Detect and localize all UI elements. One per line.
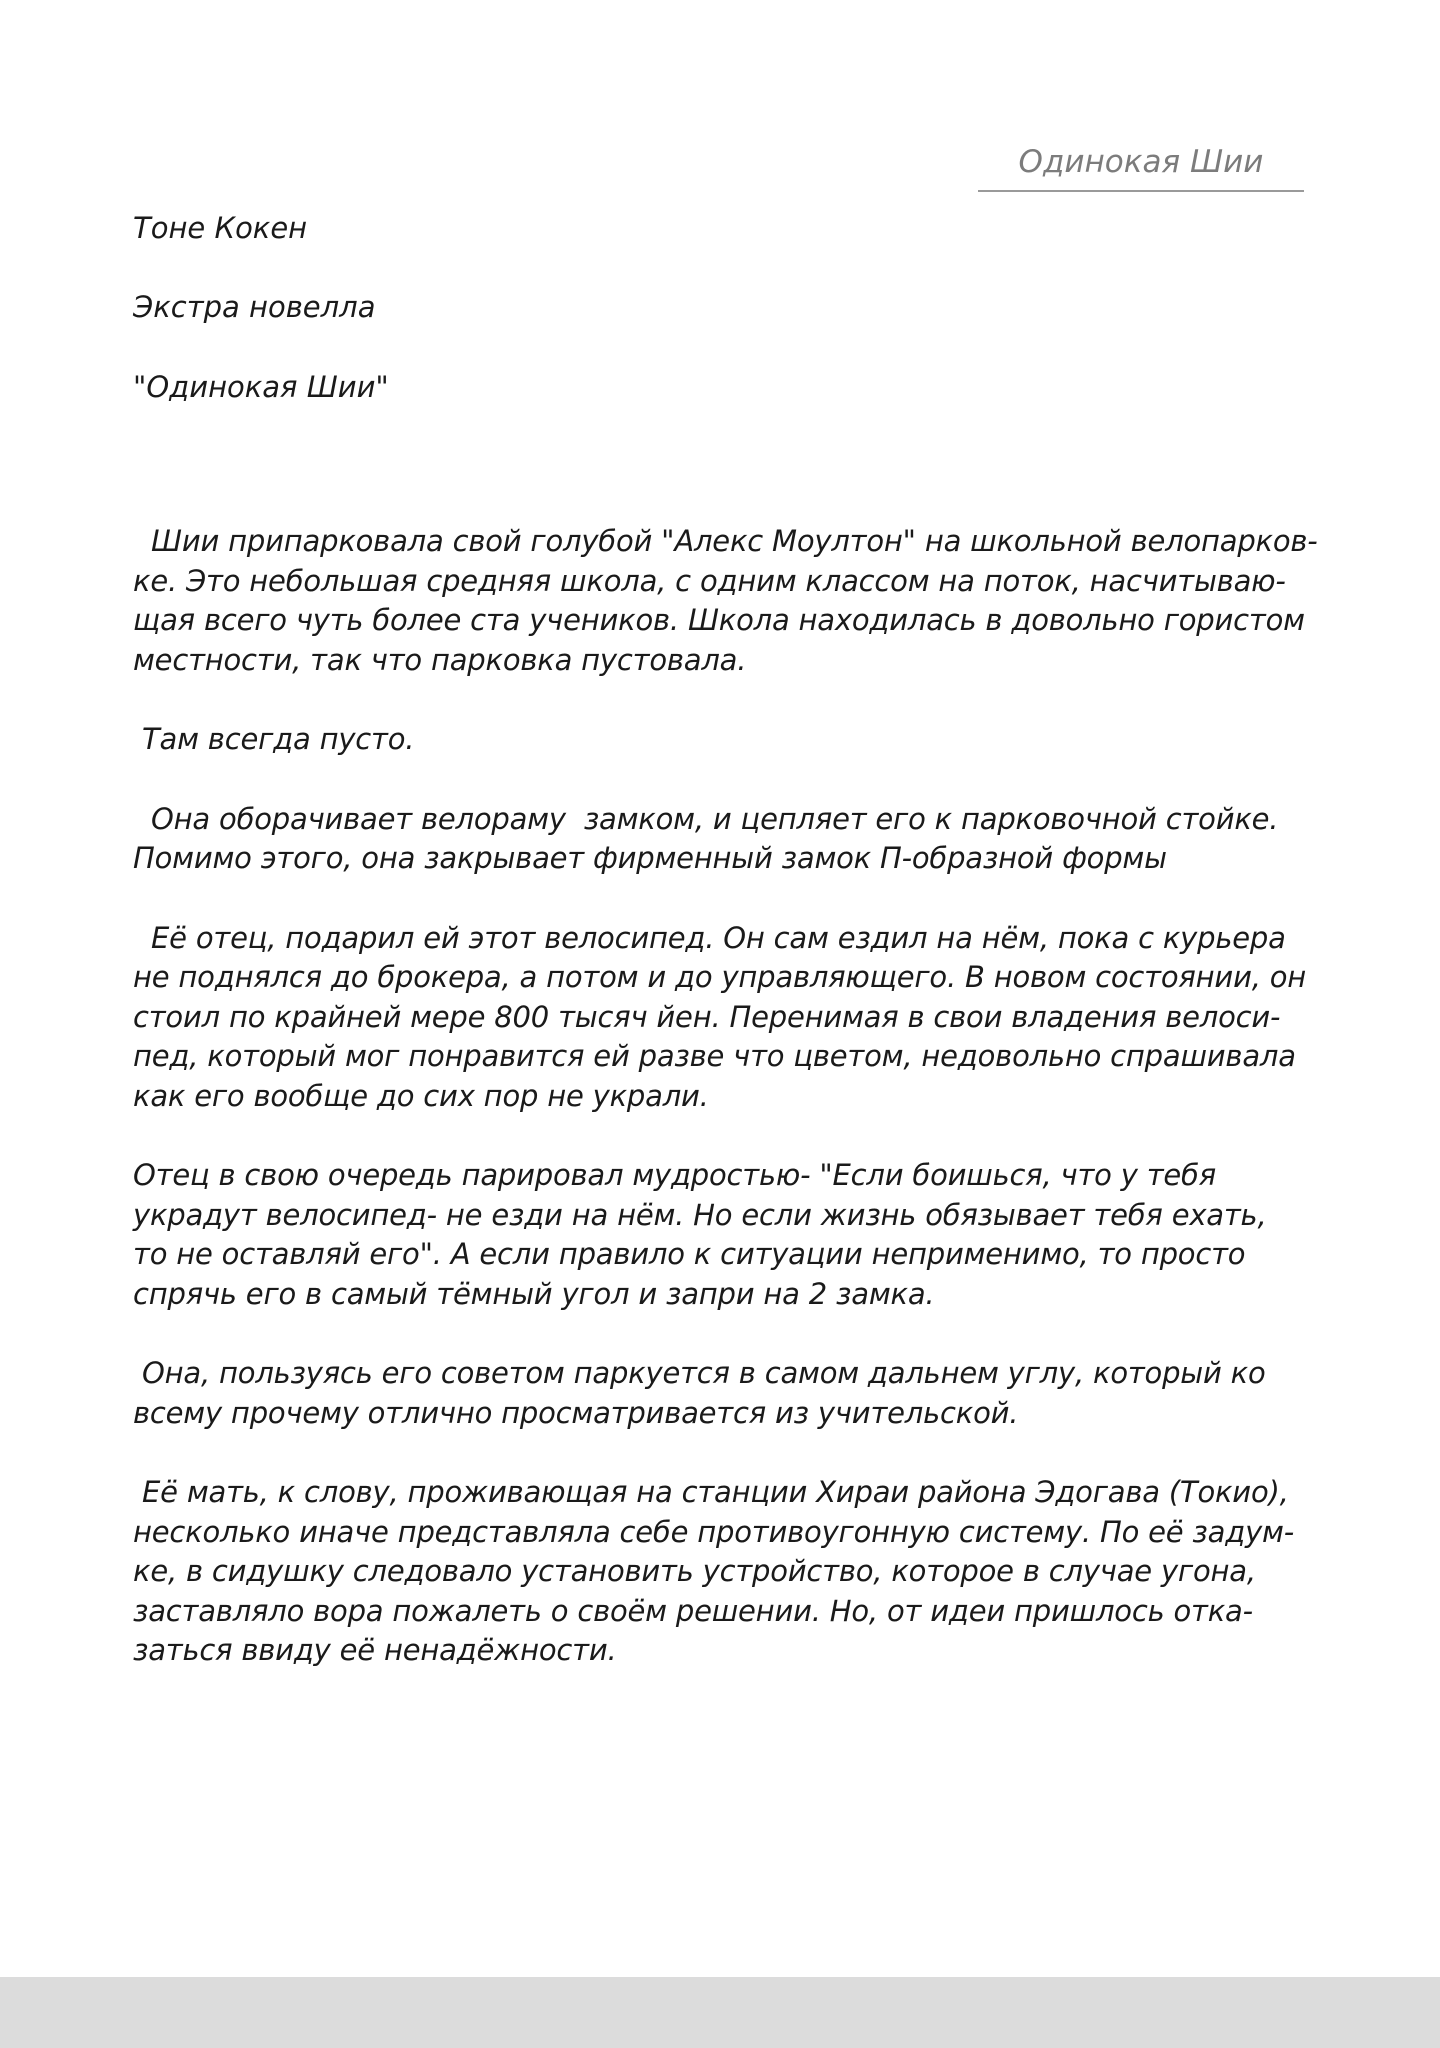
paragraph: Там всегда пусто. — [133, 722, 415, 756]
running-header-title: Одинокая Шии — [1018, 144, 1264, 180]
paragraph: Шии припарковала свой голубой "Алекс Моултон" на школьной велопарков- ке. Это небольшая средняя школа, с одним классом на поток, насчитываю- щая всего чуть более ста учеников. Школа находилась в довольно гористом местности, так что парковка пустовала. — [133, 524, 1318, 677]
paragraph: Её отец, подарил ей этот велосипед. Он сам ездил на нём, пока с курьера не поднялся до брокера, а потом и до управляющего. В новом состоянии, он стоил по крайней мере 800 тысяч йен. Перенимая в свои владения велоси- пед, который мог понравится ей разве что цветом, недовольно спрашивала как его вообще до сих пор не украли. — [133, 920, 1307, 1113]
author-line: Тоне Кокен — [133, 211, 308, 245]
running-header — [978, 140, 1304, 192]
paragraph: Она оборачивает велораму замком, и цепляет его к парковочной стойке. Помимо этого, она закрывает фирменный замок П-образной формы — [133, 801, 1279, 875]
story-body — [133, 522, 1323, 1711]
paragraph: Отец в свою очередь парировал мудростью- "Если боишься, что у тебя украдут велосипед- не езди на нём. Но если жизнь обязывает тебя ехать, то не оставляй его". А если правило к ситуации неприменимо, то просто спрячь его в самый тёмный угол и запри на 2 замка. — [133, 1158, 1267, 1311]
series-line: Экстра новелла — [133, 290, 376, 324]
viewer-footer-bar — [0, 1977, 1440, 2048]
story-title: "Одинокая Шии" — [133, 370, 389, 404]
paragraph: Она, пользуясь его советом паркуется в самом дальнем углу, который ко всему прочему отлично просматривается из учительской. — [133, 1356, 1266, 1430]
paragraph: Её мать, к слову, проживающая на станции Хираи района Эдогава (Токио), несколько иначе представляла себе противоугонную систему. По её задум- ке, в сидушку следовало установить устройство, которое в случае угона, заставляло вора пожалеть о своём решении. Но, от идеи пришлось отка- заться ввиду её ненадёжности. — [133, 1475, 1294, 1667]
